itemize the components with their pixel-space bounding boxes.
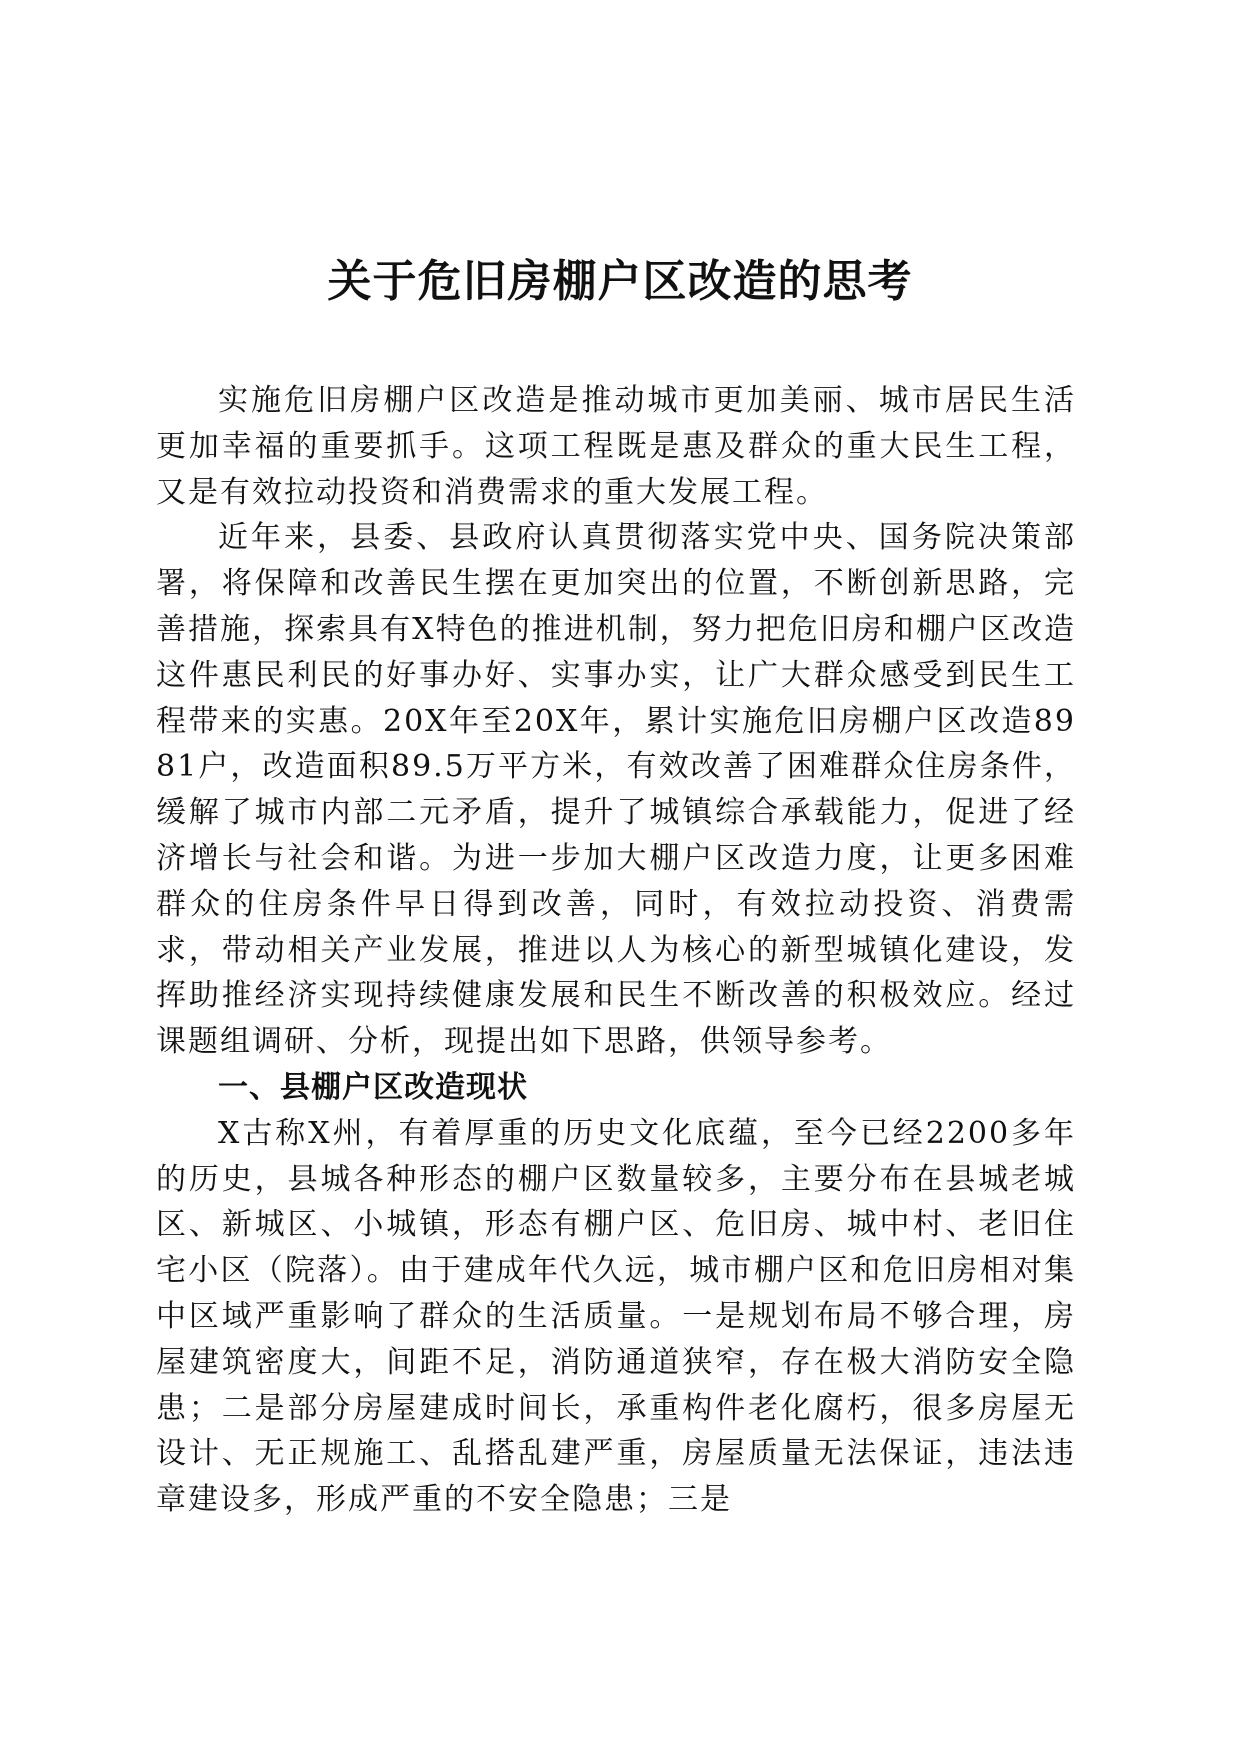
section-heading: 一、县棚户区改造现状 (218, 1069, 528, 1105)
document-body (156, 378, 1076, 1523)
intro-paragraph: 实施危旧房棚户区改造是推动城市更加美丽、城市居民生活更加幸福的重要抓手。这项工程既是惠及群众的重大民生工程，又是有效拉动投资和消费需求的重大发展工程。 (156, 383, 1076, 510)
section-paragraph: X古称X州，有着厚重的历史文化底蕴，至今已经2200多年的历史，县城各种形态的棚户区数量较多，主要分布在县城老城区、新城区、小城镇，形态有棚户区、危旧房、城中村、老旧住宅小区（院落）。由于建成年代久远，城市棚户区和危旧房相对集中区域严重影响了群众的生活质量。一是规划布局不够合理，房屋建筑密度大，间距不足，消防通道狭窄，存在极大消防安全隐患；二是部分房屋建成时间长，承重构件老化腐朽，很多房屋无设计、无正规施工、乱搭乱建严重，房屋质量无法保证，违法违章建设多，形成严重的不安全隐患；三是 (156, 1115, 1076, 1518)
document-title: 关于危旧房棚户区改造的思考 (327, 256, 913, 307)
background-paragraph: 近年来，县委、县政府认真贯彻落实党中央、国务院决策部署，将保障和改善民生摆在更加突出的位置，不断创新思路，完善措施，探索具有X特色的推进机制，努力把危旧房和棚户区改造这件惠民利民的好事办好、实事办实，让广大群众感受到民生工程带来的实惠。20X年至20X年，累计实施危旧房棚户区改造8981户，改造面积89.5万平方米，有效改善了困难群众住房条件，缓解了城市内部二元矛盾，提升了城镇综合承载能力，促进了经济增长与社会和谐。为进一步加大棚户区改造力度，让更多困难群众的住房条件早日得到改善，同时，有效拉动投资、消费需求，带动相关产业发展，推进以人为核心的新型城镇化建设，发挥助推经济实现持续健康发展和民生不断改善的积极效应。经过课题组调研、分析，现提出如下思路，供领导参考。 (156, 520, 1076, 1060)
